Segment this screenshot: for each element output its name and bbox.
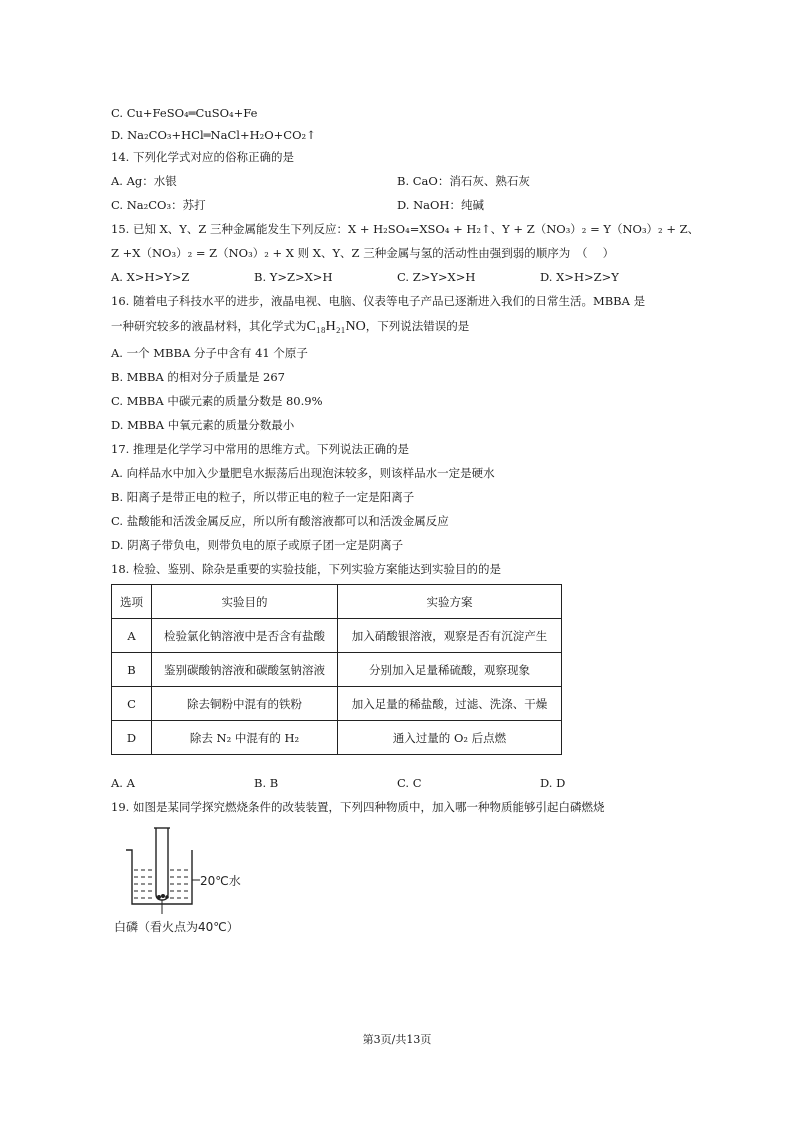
table-header-cell: 实验方案 — [338, 585, 562, 619]
q14-option-a: A. Ag：水银 — [111, 174, 177, 188]
test-tube — [154, 828, 170, 900]
phosphorus-label: 白磷（看火点为40℃） — [114, 920, 239, 934]
table-header-row — [112, 585, 562, 619]
q16-option-c: C. MBBA 中碳元素的质量分数是 80.9% — [111, 394, 323, 408]
q15-stem-line2: Z +X（NO₃）₂ = Z（NO₃）₂ + X 则 X、Y、Z 三种金属与氢的活动性由强到弱的顺序为 （ ） — [111, 246, 615, 260]
q18-option-b: B. B — [254, 776, 279, 790]
q17-option-d: D. 阴离子带负电，则带负电的原子或原子团一定是阴离子 — [111, 538, 404, 552]
table-cell: A — [112, 619, 152, 653]
water-label: 20℃水 — [200, 874, 241, 888]
q17-option-c: C. 盐酸能和活泼金属反应，所以所有酸溶液都可以和活泼金属反应 — [111, 514, 449, 528]
table-row — [112, 687, 562, 721]
table-cell: D — [112, 721, 152, 755]
page-footer: 第3页/共13页 — [362, 1033, 432, 1046]
q17-option-b: B. 阳离子是带正电的粒子，所以带正电的粒子一定是阳离子 — [111, 490, 415, 504]
table-header-cell: 实验目的 — [152, 585, 338, 619]
table-cell: 鉴别碳酸钠溶液和碳酸氢钠溶液 — [152, 653, 338, 687]
table-cell: C — [112, 687, 152, 721]
q16-stem-text: 一种研究较多的液晶材料，其化学式为 — [111, 319, 307, 333]
q18-stem: 18. 检验、鉴别、除杂是重要的实验技能，下列实验方案能达到实验目的的是 — [111, 562, 501, 576]
table-row — [112, 619, 562, 653]
q15-option-d: D. X>H>Z>Y — [540, 270, 619, 284]
q13-option-d: D. Na₂CO₃+HCl═NaCl+H₂O+CO₂↑ — [111, 128, 316, 142]
table-cell: B — [112, 653, 152, 687]
q15-option-b: B. Y>Z>X>H — [254, 270, 333, 284]
q17-stem: 17. 推理是化学学习中常用的思维方式。下列说法正确的是 — [111, 442, 409, 456]
white-phosphorus-sample — [157, 894, 169, 899]
q18-options-table — [111, 584, 562, 755]
q15-stem-line1: 15. 已知 X、Y、Z 三种金属能发生下列反应：X + H₂SO₄=XSO₄ + H₂↑、Y + Z（NO₃）₂ = Y（NO₃）₂ + Z、 — [111, 222, 700, 236]
water-dashes — [134, 870, 190, 898]
q16-stem-line1: 16. 随着电子科技水平的进步，液晶电视、电脑、仪表等电子产品已逐渐进入我们的日常生活。MBBA 是 — [111, 294, 646, 308]
mbba-formula: C₁₈H₂₁NO — [306, 319, 366, 334]
q19-stem: 19. 如图是某同学探究燃烧条件的改装装置，下列四种物质中，加入哪一种物质能够引起白磷燃烧 — [111, 800, 605, 814]
q14-option-b: B. CaO：消石灰、熟石灰 — [397, 174, 530, 188]
table-row — [112, 721, 562, 755]
q14-option-c: C. Na₂CO₃：苏打 — [111, 198, 206, 212]
q16-option-b: B. MBBA 的相对分子质量是 267 — [111, 370, 286, 384]
table-cell: 除去 N₂ 中混有的 H₂ — [152, 721, 338, 755]
q13-option-c: C. Cu+FeSO₄═CuSO₄+Fe — [111, 106, 258, 120]
q14-stem: 14. 下列化学式对应的俗称正确的是 — [111, 150, 294, 164]
q16-stem-tail: ，下列说法错误的是 — [365, 319, 470, 333]
q15-option-a: A. X>H>Y>Z — [111, 270, 190, 284]
table-cell: 通入过量的 O₂ 后点燃 — [338, 721, 562, 755]
table-row — [112, 653, 562, 687]
q18-option-c: C. C — [397, 776, 422, 790]
q16-stem-line2 — [111, 318, 469, 335]
q14-option-d: D. NaOH：纯碱 — [397, 198, 484, 212]
table-cell: 检验氯化钠溶液中是否含有盐酸 — [152, 619, 338, 653]
q16-option-d: D. MBBA 中氧元素的质量分数最小 — [111, 418, 295, 432]
table-cell: 除去铜粉中混有的铁粉 — [152, 687, 338, 721]
q16-option-a: A. 一个 MBBA 分子中含有 41 个原子 — [111, 346, 308, 360]
table-cell: 加入足量的稀盐酸，过滤、洗涤、干燥 — [338, 687, 562, 721]
q15-option-c: C. Z>Y>X>H — [397, 270, 476, 284]
combustion-apparatus-figure — [112, 820, 262, 940]
table-cell: 加入硝酸银溶液，观察是否有沉淀产生 — [338, 619, 562, 653]
q18-option-a: A. A — [111, 776, 135, 790]
table-header-cell: 选项 — [112, 585, 152, 619]
q18-option-d: D. D — [540, 776, 566, 790]
table-cell: 分别加入足量稀硫酸，观察现象 — [338, 653, 562, 687]
q17-option-a: A. 向样品水中加入少量肥皂水振荡后出现泡沫较多，则该样品水一定是硬水 — [111, 466, 495, 480]
